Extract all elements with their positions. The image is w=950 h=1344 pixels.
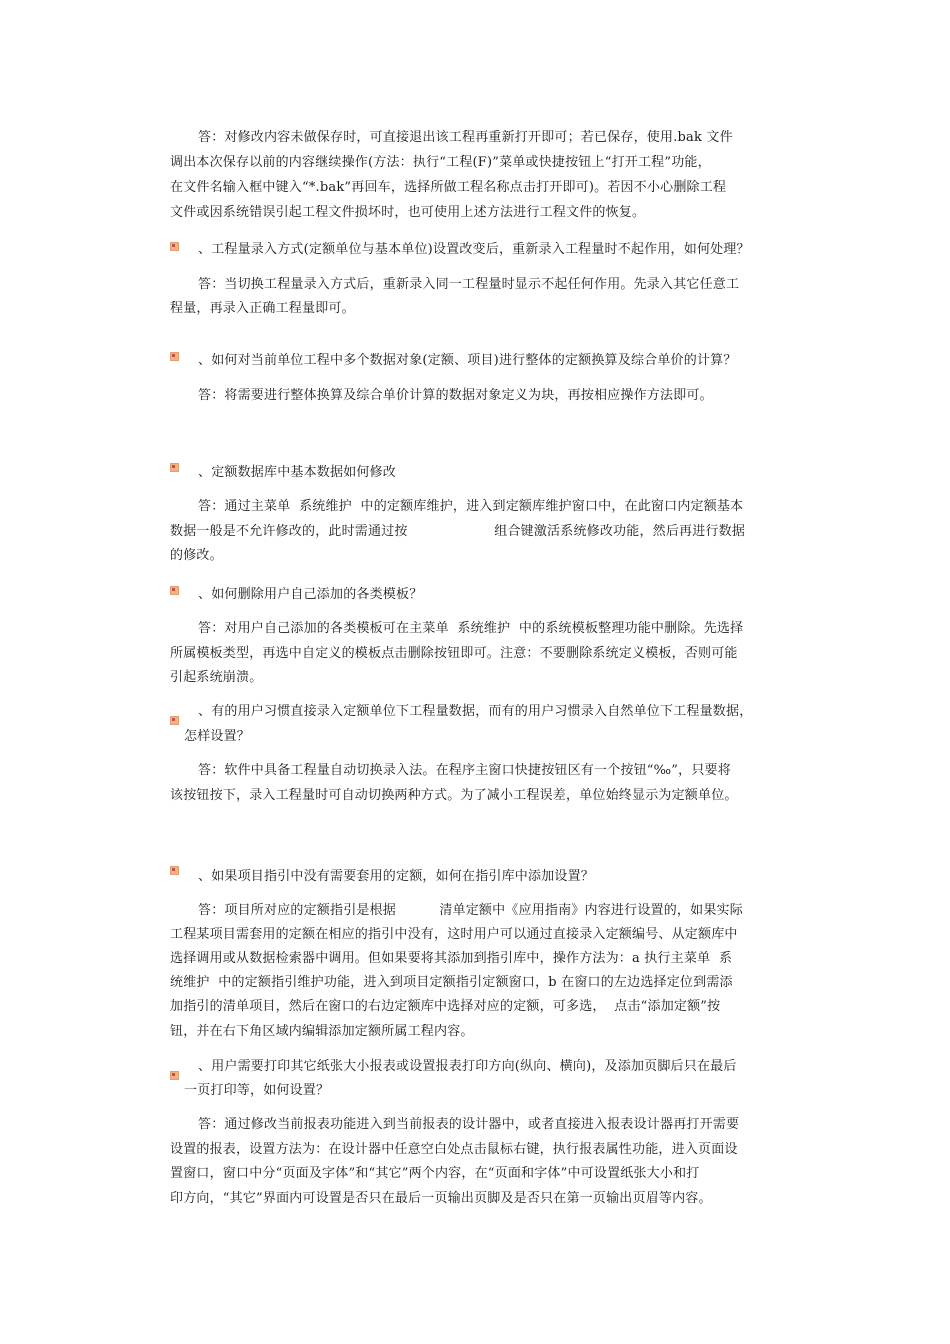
bullet-icon xyxy=(170,716,179,725)
answer-line: 统维护 中的定额指引维护功能，进入到项目定额指引定额窗口，b 在窗口的左边选择定位到需添 xyxy=(170,975,733,990)
answer-line: 文件或因系统错误引起工程文件损坏时，也可使用上述方法进行工程文件的恢复。 xyxy=(170,205,646,220)
question-line: 怎样设置？ xyxy=(184,729,251,744)
answer-line: 答：当切换工程量录入方式后，重新录入同一工程量时显示不起任何作用。先录入其它任意工 xyxy=(198,277,740,292)
question-line: 、如何删除用户自己添加的各类模板？ xyxy=(198,587,423,602)
bullet-icon xyxy=(170,866,179,875)
question-line: 、如何对当前单位工程中多个数据对象(定额、项目)进行整体的定额换算及综合单价的计算？ xyxy=(198,353,737,368)
bullet-icon xyxy=(170,352,179,361)
answer-line: 引起系统崩溃。 xyxy=(170,670,263,685)
answer-line: 设置的报表，设置方法为：在设计器中任意空白处点击鼠标右键，执行报表属性功能，进入页面设 xyxy=(170,1142,738,1157)
question-line: 一页打印等，如何设置？ xyxy=(184,1083,330,1098)
answer-line: 的修改。 xyxy=(170,548,223,563)
answer-line: 印方向，“其它”界面内可设置是否只在最后一页输出页脚及是否只在第一页输出页眉等内容。 xyxy=(170,1191,712,1206)
answer-line: 答：通过主菜单 系统维护 中的定额库维护，进入到定额库维护窗口中，在此窗口内定额基本 xyxy=(198,499,744,514)
answer-line: 选择调用或从数据检索器中调用。但如果要将其添加到指引库中，操作方法为：a 执行主菜单 系 xyxy=(170,951,733,966)
question-line: 、工程量录入方式(定额单位与基本单位)设置改变后，重新录入工程量时不起作用，如何处理？ xyxy=(198,242,750,257)
bullet-icon xyxy=(170,586,179,595)
answer-line: 答：软件中具备工程量自动切换录入法。在程序主窗口快捷按钮区有一个按钮“‰”，只要将 xyxy=(198,763,731,778)
answer-line: 该按钮按下，录入工程量时可自动切换两种方式。为了减小工程误差，单位始终显示为定额单位。 xyxy=(170,788,738,803)
answer-line: 答：对用户自己添加的各类模板可在主菜单 系统维护 中的系统模板整理功能中删除。先选择 xyxy=(198,621,744,636)
answer-line: 所属模板类型，再选中自定义的模板点击删除按钮即可。注意：不要删除系统定义模板，否则可能 xyxy=(170,646,738,661)
question-line: 、定额数据库中基本数据如何修改 xyxy=(198,465,397,480)
answer-line: 程量，再录入正确工程量即可。 xyxy=(170,301,355,316)
answer-line: 置窗口，窗口中分“页面及字体”和“其它”两个内容，在“页面和字体”中可设置纸张大小和打 xyxy=(170,1166,700,1181)
bullet-icon xyxy=(170,463,179,472)
answer-line: 答：通过修改当前报表功能进入到当前报表的设计器中，或者直接进入报表设计器再打开需要 xyxy=(198,1117,740,1132)
answer-line: 工程某项目需套用的定额在相应的指引中没有，这时用户可以通过直接录入定额编号、从定额库中 xyxy=(170,927,738,942)
answer-line: 数据一般是不允许修改的，此时需通过按 组合键激活系统修改功能，然后再进行数据 xyxy=(170,524,746,539)
bullet-icon xyxy=(170,1071,179,1080)
answer-line: 钮，并在右下角区域内编辑添加定额所属工程内容。 xyxy=(170,1024,474,1039)
answer-line: 调出本次保存以前的内容继续操作(方法：执行“工程(F)”菜单或快捷按钮上“打开工程”功能， xyxy=(170,155,711,170)
answer-line: 答：将需要进行整体换算及综合单价计算的数据对象定义为块，再按相应操作方法即可。 xyxy=(198,388,713,403)
answer-line: 在文件名输入框中键入“*.bak”再回车，选择所做工程名称点击打开即可)。若因不小心删除工程 xyxy=(170,180,727,195)
bullet-icon xyxy=(170,242,179,251)
question-line: 、用户需要打印其它纸张大小报表或设置报表打印方向(纵向、横向)，及添加页脚后只在最后 xyxy=(198,1059,737,1074)
answer-line: 加指引的清单项目，然后在窗口的右边定额库中选择对应的定额，可多选， 点击“添加定额”按 xyxy=(170,999,721,1014)
answer-line: 答：对修改内容未做保存时，可直接退出该工程再重新打开即可；若已保存，使用.bak 文件 xyxy=(198,130,733,145)
answer-line: 答：项目所对应的定额指引是根据 清单定额中《应用指南》内容进行设置的，如果实际 xyxy=(198,903,743,918)
question-line: 、有的用户习惯直接录入定额单位下工程量数据，而有的用户习惯录入自然单位下工程量数据， xyxy=(198,704,753,719)
question-line: 、如果项目指引中没有需要套用的定额，如何在指引库中添加设置？ xyxy=(198,869,595,884)
